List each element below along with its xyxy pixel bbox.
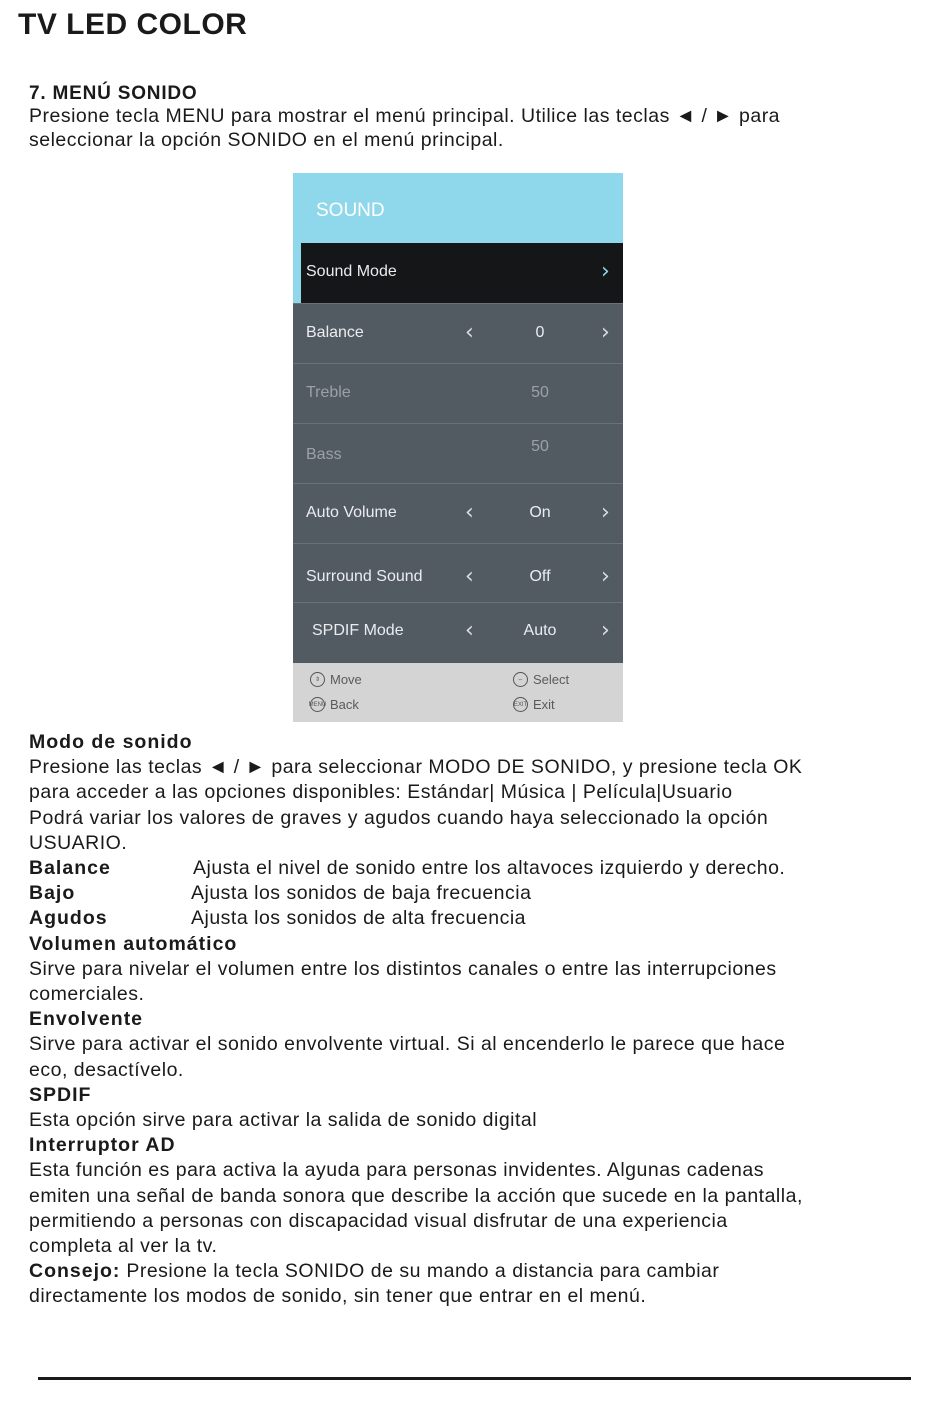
intro-line: seleccionar la opción SONIDO en el menú principal. (29, 129, 504, 151)
hint-label: Exit (533, 697, 555, 712)
hint-label: Back (330, 697, 359, 712)
chevron-left-icon[interactable]: ‹ (465, 500, 474, 525)
chevron-right-icon[interactable]: › (601, 618, 610, 643)
sound-menu-screen (293, 173, 623, 722)
term-description: Ajusta los sonidos de alta frecuencia (191, 907, 527, 930)
term-description: Ajusta los sonidos de baja frecuencia (191, 882, 532, 905)
hint-exit (513, 697, 555, 712)
text-line: permitiendo a personas con discapacidad visual disfrutar de una experiencia (29, 1209, 728, 1232)
menu-button-icon: MENU (310, 697, 325, 712)
text-line: USUARIO. (29, 831, 128, 854)
term-label: Agudos (29, 907, 108, 930)
menu-item-sound-mode[interactable] (293, 243, 623, 303)
menu-item-value: Auto (523, 622, 557, 639)
chevron-left-icon[interactable]: ‹ (465, 320, 474, 345)
menu-header (293, 173, 623, 243)
subheading-volumen: Volumen automático (29, 932, 238, 955)
menu-item-spdif-mode[interactable] (293, 602, 623, 662)
chevron-left-icon[interactable]: ‹ (465, 618, 474, 643)
term-label: Bajo (29, 882, 76, 905)
tip-label: Consejo: (29, 1260, 121, 1283)
menu-item-label: Bass (306, 446, 342, 463)
tip-text: Presione la tecla SONIDO de su mando a distancia para cambiar (120, 1260, 720, 1283)
section-heading: 7. MENÚ SONIDO (29, 83, 198, 104)
exit-button-icon: EXIT (513, 697, 528, 712)
text-line: directamente los modos de sonido, sin tener que entrar en el menú. (29, 1285, 647, 1308)
menu-item-value: 50 (531, 438, 549, 455)
menu-item-surround-sound[interactable] (293, 543, 623, 602)
menu-item-label: Balance (306, 324, 364, 341)
hint-select (513, 672, 569, 687)
hint-label: Move (330, 672, 362, 687)
menu-item-label: Treble (306, 384, 351, 401)
hint-move (310, 672, 362, 687)
subheading-envolvente: Envolvente (29, 1008, 144, 1031)
menu-item-balance[interactable] (293, 303, 623, 363)
tip-line (29, 1259, 919, 1284)
text-line: Podrá variar los valores de graves y agudos cuando haya seleccionado la opción (29, 806, 769, 829)
menu-item-value: 0 (535, 324, 545, 341)
leftright-button-icon: ⇔ (513, 672, 528, 687)
text-line: para acceder a las opciones disponibles: Estándar| Música | Película|Usuario (29, 781, 733, 804)
text-line: eco, desactívelo. (29, 1058, 184, 1081)
term-balance (29, 856, 919, 881)
menu-item-label: Surround Sound (306, 568, 423, 585)
intro-paragraph (29, 104, 909, 152)
text-line: Esta opción sirve para activar la salida de sonido digital (29, 1109, 538, 1132)
updown-button-icon: ⇕ (310, 672, 325, 687)
chevron-left-icon[interactable]: ‹ (465, 564, 474, 589)
term-label: Balance (29, 857, 111, 880)
text-line: Sirve para activar el sonido envolvente virtual. Si al encenderlo le parece que hace (29, 1033, 786, 1056)
menu-item-label: SPDIF Mode (312, 622, 404, 639)
chevron-right-icon: › (601, 259, 610, 284)
hint-label: Select (533, 672, 570, 687)
document-title: TV LED COLOR (18, 8, 248, 41)
subheading-spdif: SPDIF (29, 1083, 92, 1106)
chevron-right-icon[interactable]: › (601, 500, 610, 525)
text-line: emiten una señal de banda sonora que describe la acción que sucede en la pantalla, (29, 1184, 803, 1207)
explanation-text (29, 730, 919, 1310)
menu-item-value: 50 (531, 384, 549, 401)
term-bajo (29, 881, 919, 906)
term-description: Ajusta el nivel de sonido entre los altavoces izquierdo y derecho. (193, 857, 786, 880)
text-line: Presione las teclas ◄ / ► para seleccionar MODO DE SONIDO, y presione tecla OK (29, 756, 803, 779)
menu-item-label: Auto Volume (306, 504, 397, 521)
subheading-interruptor-ad: Interruptor AD (29, 1134, 176, 1157)
menu-title: SOUND (316, 200, 385, 221)
hint-back (310, 697, 359, 712)
text-line: comerciales. (29, 983, 145, 1006)
menu-item-treble (293, 363, 623, 423)
footer-divider (38, 1377, 911, 1380)
term-agudos (29, 906, 919, 931)
menu-item-auto-volume[interactable] (293, 483, 623, 543)
text-line: completa al ver la tv. (29, 1235, 218, 1258)
text-line: Sirve para nivelar el volumen entre los distintos canales o entre las interrupciones (29, 957, 777, 980)
intro-line: Presione tecla MENU para mostrar el menú principal. Utilice las teclas ◄ / ► para (29, 105, 781, 127)
menu-item-label: Sound Mode (306, 263, 397, 280)
text-line: Esta función es para activa la ayuda para personas invidentes. Algunas cadenas (29, 1159, 764, 1182)
menu-footer-hints (293, 663, 623, 722)
menu-item-value: On (529, 504, 551, 521)
chevron-right-icon[interactable]: › (601, 320, 610, 345)
menu-item-value: Off (529, 568, 551, 585)
menu-item-bass (293, 423, 623, 483)
chevron-right-icon[interactable]: › (601, 564, 610, 589)
subheading-modo: Modo de sonido (29, 731, 193, 753)
